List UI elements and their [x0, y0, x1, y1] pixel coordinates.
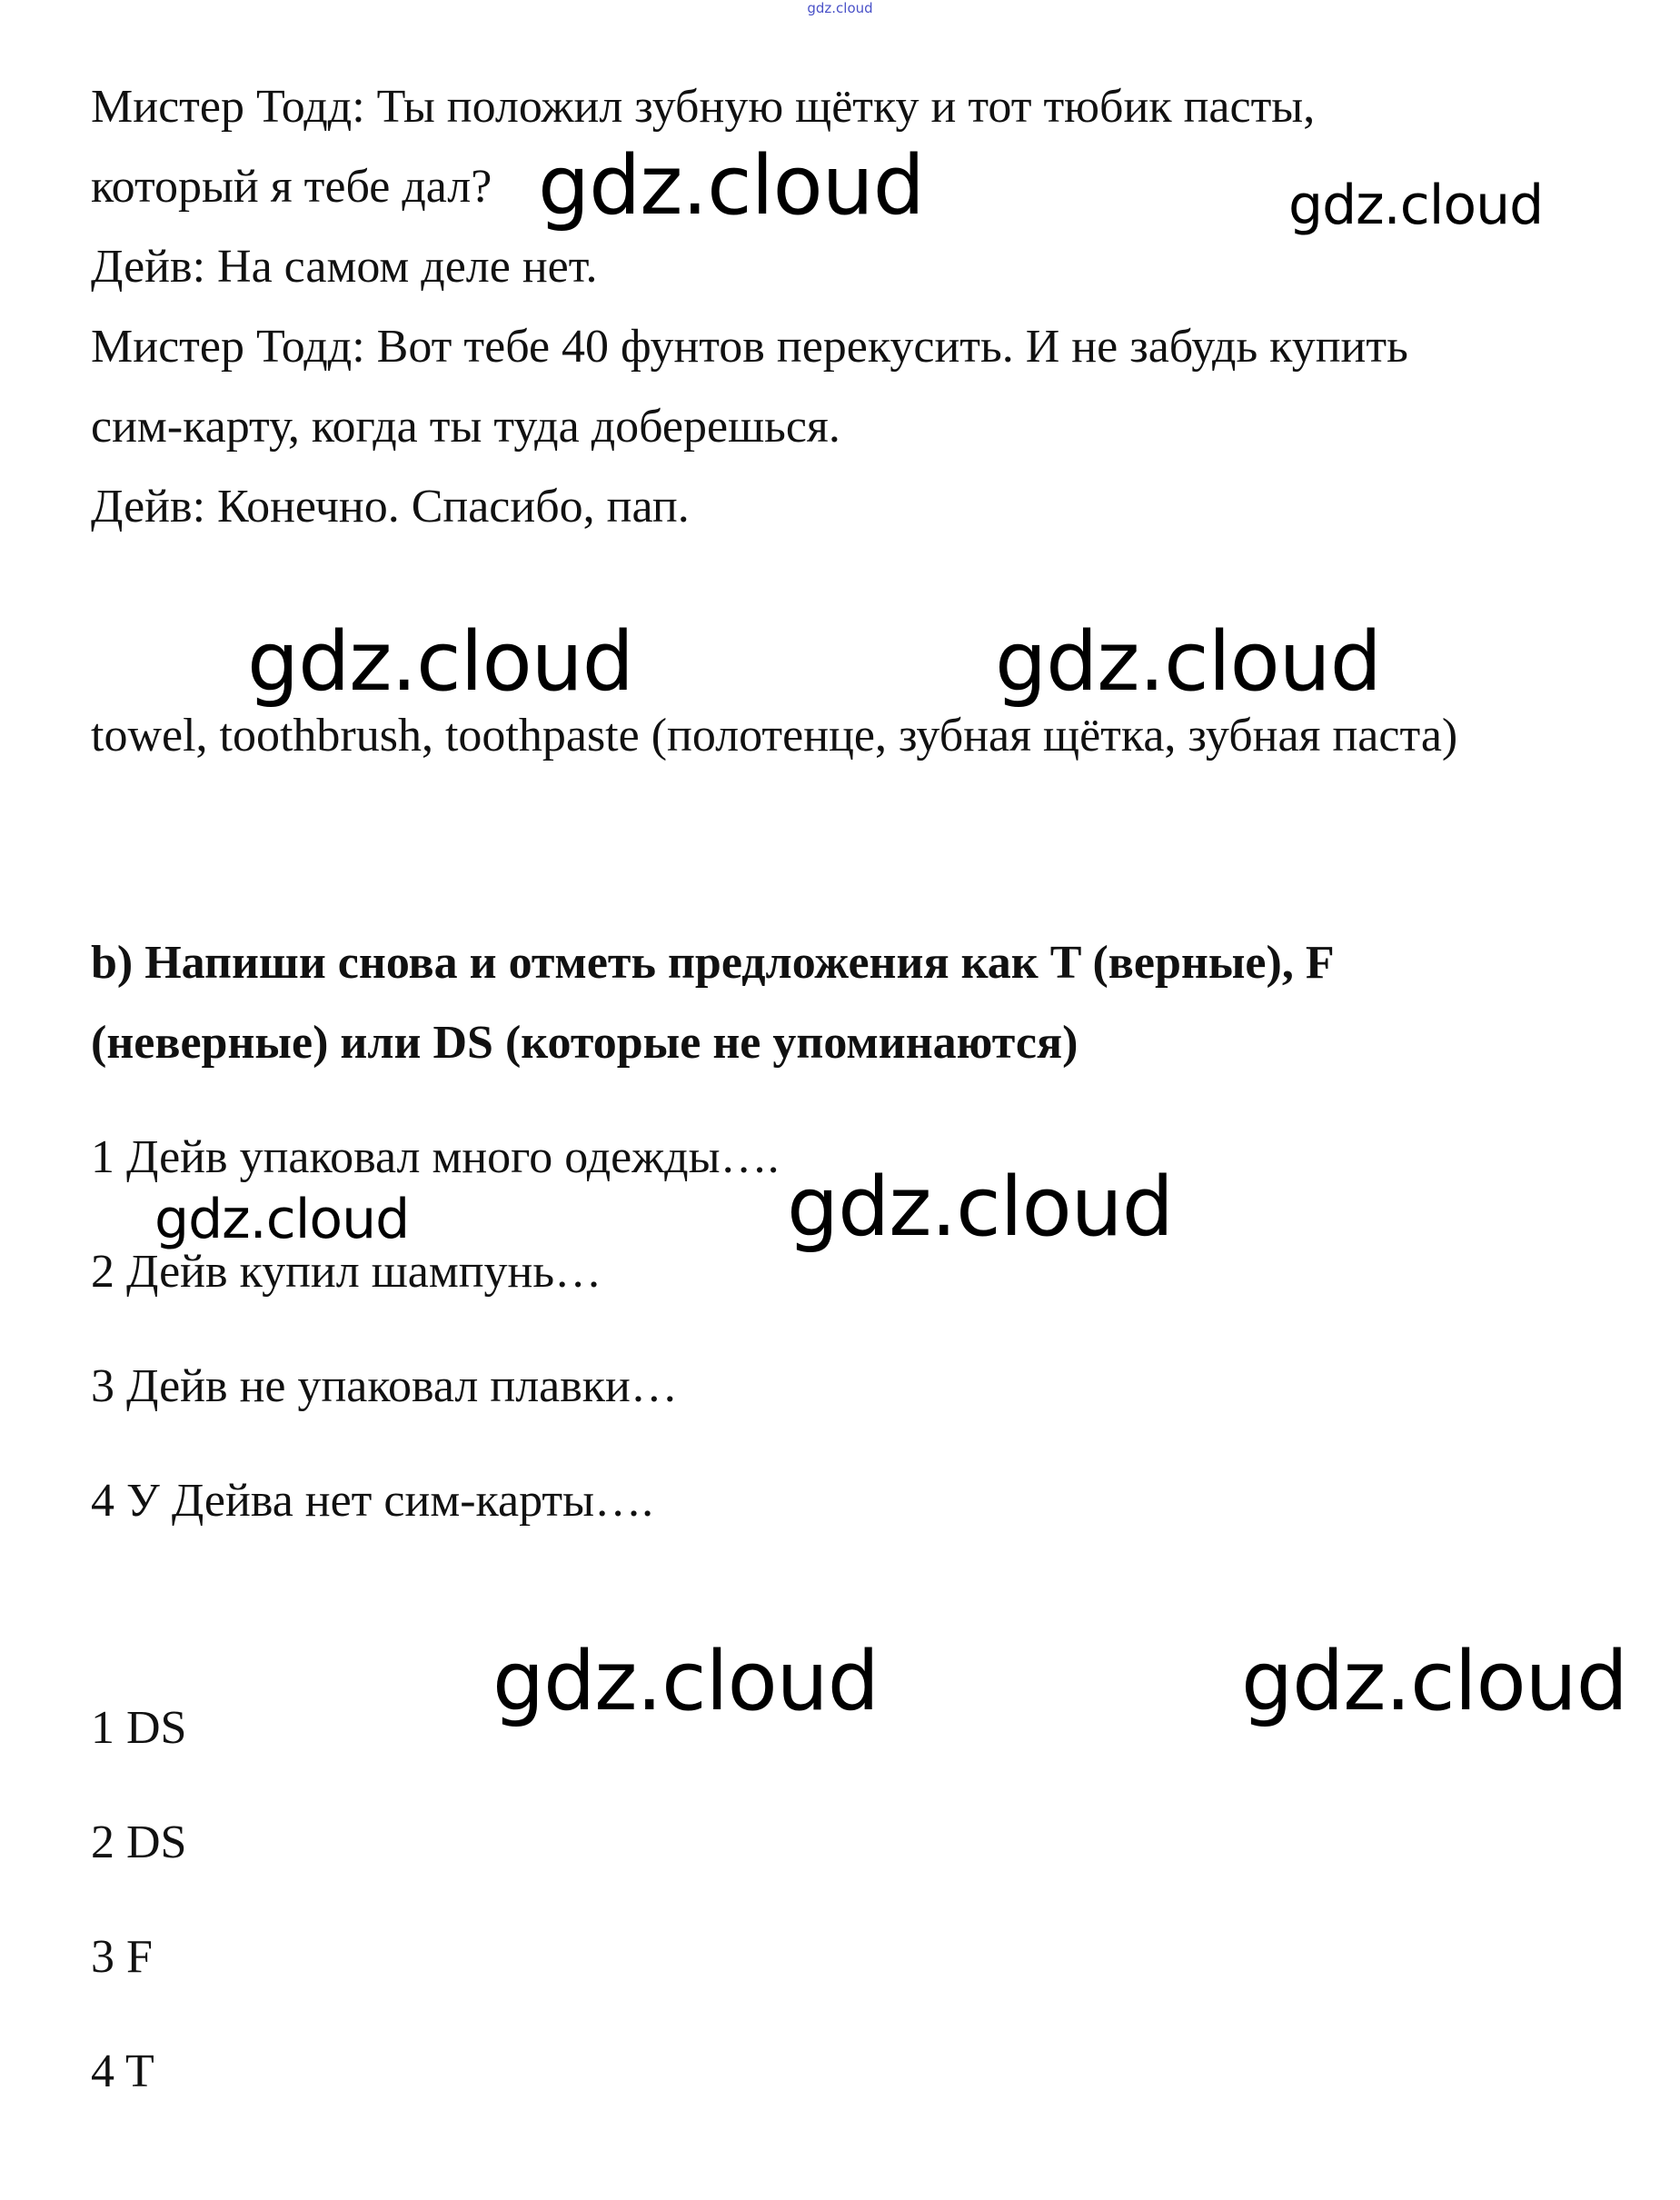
dialogue-line: сим-карту, когда ты туда доберешься.: [91, 401, 840, 453]
statement-item: 2 Дейв купил шампунь…: [91, 1246, 602, 1298]
watermark: gdz.cloud: [1241, 1634, 1627, 1729]
statement-item: 4 У Дейва нет сим-карты….: [91, 1475, 654, 1527]
statement-item: 1 Дейв упаковал много одежды….: [91, 1131, 780, 1183]
dialogue-line: Мистер Тодд: Ты положил зубную щётку и тот тюбик пасты,: [91, 81, 1316, 133]
watermark: gdz.cloud: [247, 614, 633, 710]
answer-item: 3 F: [91, 1931, 153, 1983]
answer-a: towel, toothbrush, toothpaste (полотенце, зубная щётка, зубная паста): [91, 710, 1458, 762]
task-b-heading: (неверные) или DS (которые не упоминаются): [91, 1017, 1079, 1069]
watermark: gdz.cloud: [787, 1160, 1173, 1255]
dialogue-line: Дейв: На самом деле нет.: [91, 241, 598, 293]
answer-item: 1 DS: [91, 1702, 187, 1754]
watermark: gdz.cloud: [995, 614, 1381, 710]
top-watermark: gdz.cloud: [807, 0, 873, 16]
dialogue-line: Мистер Тодд: Вот тебе 40 фунтов перекусить. И не забудь купить: [91, 321, 1408, 373]
watermark: gdz.cloud: [492, 1634, 879, 1729]
statement-item: 3 Дейв не упаковал плавки…: [91, 1360, 678, 1412]
dialogue-line: Дейв: Конечно. Спасибо, пап.: [91, 481, 690, 533]
answer-item: 4 T: [91, 2046, 154, 2097]
watermark: gdz.cloud: [538, 138, 924, 234]
task-b-heading: b) Напиши снова и отметь предложения как T (верные), F: [91, 937, 1335, 989]
watermark: gdz.cloud: [1288, 174, 1544, 237]
watermark: gdz.cloud: [154, 1188, 410, 1251]
dialogue-line: который я тебе дал?: [91, 161, 492, 213]
answer-item: 2 DS: [91, 1817, 187, 1868]
